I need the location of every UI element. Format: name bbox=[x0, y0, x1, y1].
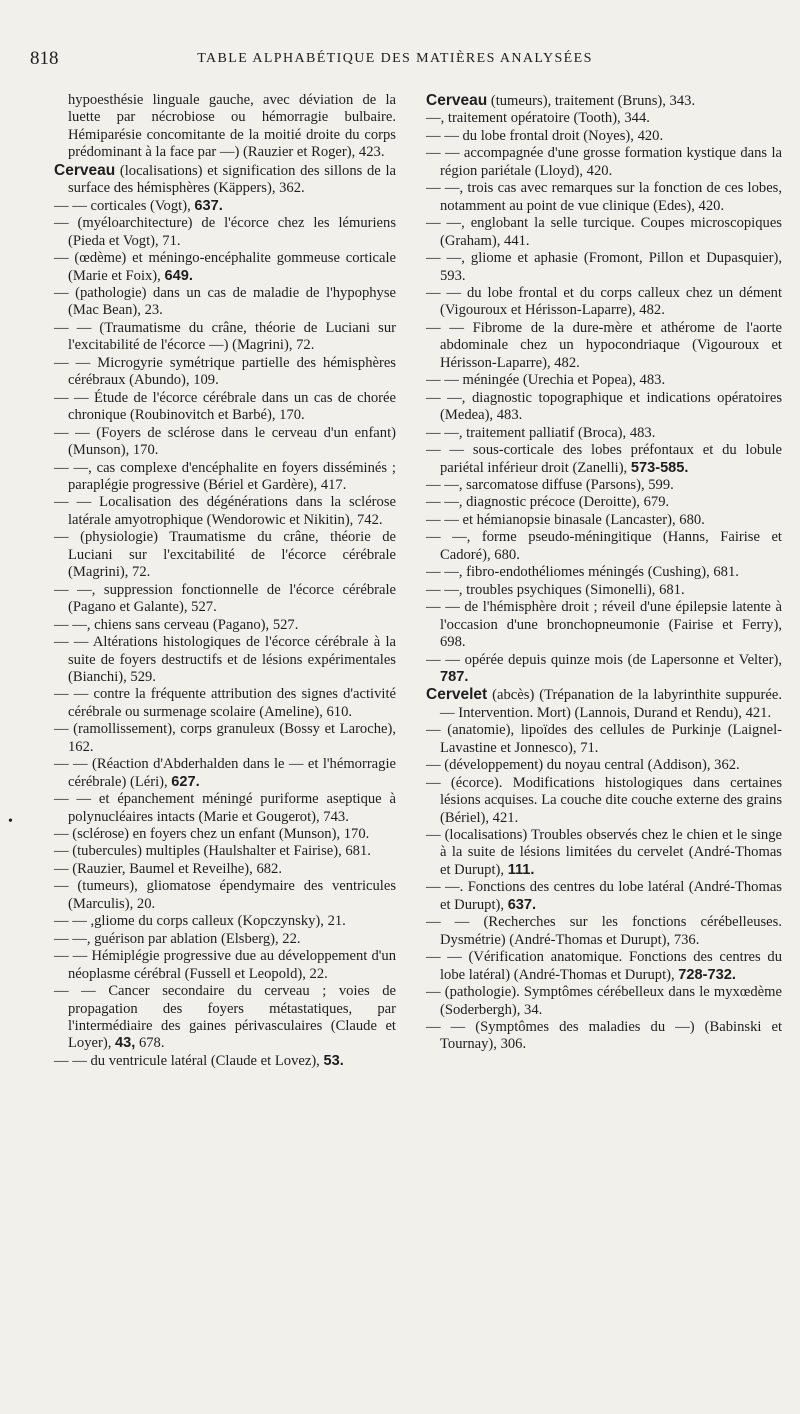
entry-text: — — du lobe frontal et du corps calleux chez un dément (Vigouroux et Hérisson-Laparre), 482. bbox=[426, 284, 782, 319]
index-entry bbox=[426, 1019, 782, 1054]
index-entry bbox=[54, 425, 396, 460]
index-entry bbox=[54, 721, 396, 756]
entry-text: —, traitement opératoire (Tooth), 344. bbox=[426, 110, 650, 127]
entry-text: — — Microgyrie symétrique partielle des hémisphères cérébraux (Abundo), 109. bbox=[54, 354, 396, 389]
entry-text: — — (Foyers de sclérose dans le cerveau d'un enfant) (Munson), 170. bbox=[54, 424, 396, 459]
bold-page-ref: 649. bbox=[164, 267, 193, 284]
entry-text: — — (Recherches sur les fonctions cérébelleuses. Dysmétrie) (André-Thomas et Durupt), 736. bbox=[426, 914, 782, 948]
entry-text: — (Rauzier, Baumel et Reveilhe), 682. bbox=[54, 860, 282, 877]
index-entry bbox=[426, 145, 782, 180]
index-entry bbox=[426, 984, 782, 1019]
entry-text: — —, guérison par ablation (Elsberg), 22. bbox=[54, 930, 301, 947]
index-entry bbox=[426, 390, 782, 425]
index-entry bbox=[54, 494, 396, 529]
entry-text: — — accompagnée d'une grosse formation kystique dans la région pariétale (Lloyd), 420. bbox=[426, 145, 782, 179]
entry-text: — —, diagnostic topographique et indications opératoires (Medea), 483. bbox=[426, 389, 782, 424]
margin-bullet-mark: • bbox=[8, 814, 13, 829]
index-entry bbox=[426, 180, 782, 215]
index-entry bbox=[54, 215, 396, 250]
bold-page-ref: 728-732. bbox=[678, 966, 736, 983]
index-entry bbox=[426, 757, 782, 774]
entry-text: — (physiologie) Traumatisme du crâne, théorie de Luciani sur l'excitabilité de l'écorce cérébrale (Magrini), 72. bbox=[54, 529, 396, 581]
page-header bbox=[30, 48, 760, 72]
entry-text: — (localisations) Troubles observés chez le chien et le singe à la suite de lésions limitées du cervelet (André-Thomas et Durupt), bbox=[426, 827, 782, 878]
index-entry bbox=[54, 791, 396, 826]
index-entry bbox=[54, 529, 396, 581]
entry-text: — —, troubles psychiques (Simonelli), 681. bbox=[426, 581, 685, 598]
index-entry bbox=[426, 442, 782, 477]
index-entry bbox=[54, 931, 396, 948]
index-entry bbox=[426, 128, 782, 145]
index-entry bbox=[54, 355, 396, 390]
entry-text: — — de l'hémisphère droit ; réveil d'une épilepsie latente à l'occasion d'une bronchopneumonie (Fairise et Ferry), 698. bbox=[426, 599, 782, 651]
index-entry bbox=[54, 843, 396, 860]
index-entry bbox=[426, 285, 782, 320]
index-entry bbox=[426, 477, 782, 494]
bold-page-ref: 787. bbox=[440, 668, 469, 685]
entry-text: — (tumeurs), gliomatose épendymaire des ventricules (Marculis), 20. bbox=[54, 878, 396, 912]
entry-tail: 678. bbox=[135, 1035, 165, 1052]
headword: Cerveau bbox=[426, 92, 488, 109]
index-entry bbox=[426, 879, 782, 914]
entry-text: — — (Symptômes des maladies du —) (Babinski et Tournay), 306. bbox=[426, 1019, 782, 1053]
entry-text: — — sous-corticale des lobes préfontaux et du lobule pariétal inférieur droit (Zanelli), bbox=[426, 442, 782, 476]
entry-text: — — méningée (Urechia et Popea), 483. bbox=[426, 372, 666, 389]
entry-text: — — Hémiplégie progressive due au développement d'un néoplasme cérébral (Fussell et Leopold), 22. bbox=[54, 948, 396, 982]
entry-text: — —, diagnostic précoce (Deroitte), 679. bbox=[426, 494, 670, 511]
index-entry bbox=[54, 634, 396, 686]
index-entry bbox=[54, 198, 396, 215]
entry-text: — —, gliome et aphasie (Fromont, Pillon et Dupasquier), 593. bbox=[426, 250, 782, 284]
entry-text: — (ramollissement), corps granuleux (Bossy et Laroche), 162. bbox=[54, 721, 396, 755]
entry-text: — —. Fonctions des centres du lobe latéral (André-Thomas et Durupt), bbox=[426, 879, 782, 913]
index-entry bbox=[426, 320, 782, 372]
entry-text: (localisations) et signification des sillons de la surface des hémisphères (Käppers), 362. bbox=[68, 162, 396, 197]
index-entry bbox=[54, 756, 396, 791]
entry-text: — — du ventricule latéral (Claude et Lovez), bbox=[54, 1052, 324, 1069]
bold-page-ref: 637. bbox=[194, 197, 223, 214]
bold-page-ref: 627. bbox=[171, 773, 200, 790]
index-entry bbox=[54, 390, 396, 425]
entry-text: — (écorce). Modifications histologiques dans certaines lésions acquises. La couche dite couche externe des grains (Bériel), 421. bbox=[426, 774, 782, 826]
entry-text: — —, englobant la selle turcique. Coupes microscopiques (Graham), 441. bbox=[426, 215, 782, 249]
headword: Cerveau bbox=[54, 161, 116, 179]
entry-text: — —, trois cas avec remarques sur la fonction de ces lobes, notamment au point de vue clinique (Edes), 420. bbox=[426, 180, 782, 214]
index-entry bbox=[54, 582, 396, 617]
entry-text: — — et hémianopsie binasale (Lancaster), 680. bbox=[426, 511, 705, 528]
index-entry bbox=[54, 320, 396, 355]
index-entry bbox=[426, 215, 782, 250]
right-column bbox=[426, 92, 782, 1054]
entry-text: — — et épanchement méningé puriforme aseptique à polynucléaires intacts (Marie et Gougerot), 743. bbox=[54, 791, 396, 825]
entry-text: — — Étude de l'écorce cérébrale dans un cas de chorée chronique (Roubinovitch et Barbé), 170. bbox=[54, 389, 396, 424]
entry-text: — (myéloarchitecture) de l'écorce chez les lémuriens (Pieda et Vogt), 71. bbox=[54, 215, 396, 249]
headword: Cervelet bbox=[426, 686, 488, 704]
index-entry bbox=[426, 372, 782, 389]
entry-text: — — (Traumatisme du crâne, théorie de Luciani sur l'excitabilité de l'écorce —) (Magrini), 72. bbox=[54, 319, 396, 354]
entry-text: — — Cancer secondaire du cerveau ; voies de propagation des foyers métastatiques, par l'intermédiaire des gaines périvasculaires (Claude et Loyer), bbox=[54, 983, 396, 1052]
entry-text: — — Fibrome de la dure-mère et athérome de l'aorte abdominale chez un hypocondriaque (Vigouroux et Hérisson-Laparre), 482. bbox=[426, 319, 782, 371]
bold-page-ref: 637. bbox=[507, 896, 537, 913]
bold-page-ref: 53. bbox=[323, 1052, 344, 1069]
index-entry bbox=[426, 529, 782, 564]
index-entry bbox=[54, 861, 396, 878]
entry-text: hypoesthésie linguale gauche, avec déviation de la luette par nécrobiose ou hémorragie bulbaire. Hémiparésie concomitante de la moitié droite du corps prédominant à la face par —) (Rauzier et Roger), 423. bbox=[68, 92, 396, 161]
entry-text: — — Altérations histologiques de l'écorce cérébrale à la suite de foyers destructifs et de lésions expérimentales (Bianchi), 529. bbox=[54, 634, 396, 685]
entry-text: — — Localisation des dégénérations dans la sclérose latérale amyotrophique (Wendorowic et Nikitin), 742. bbox=[54, 494, 396, 528]
bold-page-ref: 111. bbox=[507, 861, 535, 878]
entry-text: — —, suppression fonctionnelle de l'écorce cérébrale (Pagano et Galante), 527. bbox=[54, 581, 396, 616]
index-entry bbox=[426, 914, 782, 949]
entry-text: — — corticales (Vogt), bbox=[54, 197, 195, 214]
entry-text: — — du lobe frontal droit (Noyes), 420. bbox=[426, 127, 664, 144]
index-entry bbox=[426, 110, 782, 127]
index-entry bbox=[426, 494, 782, 511]
index-headword-entry bbox=[54, 162, 396, 198]
index-entry bbox=[426, 652, 782, 687]
entry-text: — (sclérose) en foyers chez un enfant (Munson), 170. bbox=[54, 826, 370, 843]
entry-text: — — opérée depuis quinze mois (de Lapersonne et Velter), bbox=[426, 651, 782, 668]
entry-text: — (anatomie), lipoïdes des cellules de Purkinje (Laignel-Lavastine et Jonnesco), 71. bbox=[426, 722, 782, 756]
index-entry bbox=[54, 1053, 396, 1070]
entry-text: — (développement) du noyau central (Addison), 362. bbox=[426, 757, 740, 774]
index-entry bbox=[54, 92, 396, 162]
index-entry bbox=[426, 827, 782, 879]
index-entry bbox=[426, 775, 782, 827]
index-entry bbox=[54, 250, 396, 285]
entry-text: — —, fibro-endothéliomes méningés (Cushing), 681. bbox=[426, 564, 739, 581]
index-entry bbox=[54, 948, 396, 983]
entry-text: — —, chiens sans cerveau (Pagano), 527. bbox=[54, 616, 299, 633]
index-entry bbox=[426, 949, 782, 984]
index-entry bbox=[54, 983, 396, 1053]
entry-text: (abcès) (Trépanation de la labyrinthite suppurée. — Intervention. Mort) (Lannois, Durand et Rendu), 421. bbox=[440, 687, 782, 721]
index-entry bbox=[54, 826, 396, 843]
index-headword-entry bbox=[426, 686, 782, 722]
entry-text: (tumeurs), traitement (Bruns), 343. bbox=[487, 93, 696, 109]
index-entry bbox=[54, 686, 396, 721]
index-entry bbox=[54, 617, 396, 634]
entry-text: — — contre la fréquente attribution des signes d'activité cérébrale ou surmenage scolaire (Ameline), 610. bbox=[54, 686, 396, 720]
index-headword-entry bbox=[426, 92, 782, 110]
entry-text: — —, sarcomatose diffuse (Parsons), 599. bbox=[426, 476, 674, 493]
bold-page-ref: 43, bbox=[115, 1035, 136, 1052]
index-entry bbox=[426, 564, 782, 581]
index-entry bbox=[426, 512, 782, 529]
running-title: TABLE ALPHABÉTIQUE DES MATIÈRES ANALYSÉES bbox=[197, 51, 593, 66]
index-entry bbox=[426, 582, 782, 599]
index-entry bbox=[54, 913, 396, 930]
index-entry bbox=[426, 425, 782, 442]
index-entry bbox=[54, 460, 396, 495]
index-entry bbox=[426, 722, 782, 757]
index-entry bbox=[426, 599, 782, 651]
entry-text: — —, traitement palliatif (Broca), 483. bbox=[426, 424, 656, 441]
index-entry bbox=[54, 285, 396, 320]
entry-text: — (œdème) et méningo-encéphalite gommeuse corticale (Marie et Foix), bbox=[54, 250, 396, 284]
entry-text: — — (Réaction d'Abderhalden dans le — et l'hémorragie cérébrale) (Léri), bbox=[54, 756, 396, 790]
entry-text: — (pathologie) dans un cas de maladie de l'hypophyse (Mac Bean), 23. bbox=[54, 284, 396, 319]
entry-text: — —, forme pseudo-méningitique (Hanns, Fairise et Cadoré), 680. bbox=[426, 529, 782, 563]
bold-page-ref: 573-585. bbox=[630, 459, 689, 476]
entry-text: — (tubercules) multiples (Haulshalter et Fairise), 681. bbox=[54, 843, 371, 860]
index-entry bbox=[54, 878, 396, 913]
entry-text: — —, cas complexe d'encéphalite en foyers disséminés ; paraplégie progressive (Bériel et Gardère), 417. bbox=[54, 459, 396, 493]
entry-text: — (pathologie). Symptômes cérébelleux dans le myxœdème (Soderbergh), 34. bbox=[426, 984, 782, 1018]
entry-text: — — (Vérification anatomique. Fonctions des centres du lobe latéral) (André-Thomas et Durupt), bbox=[426, 949, 782, 983]
entry-text: — — ,gliome du corps calleux (Kopczynsky), 21. bbox=[54, 913, 346, 930]
left-column bbox=[54, 92, 396, 1070]
index-entry bbox=[426, 250, 782, 285]
page-number: 818 bbox=[30, 48, 59, 69]
